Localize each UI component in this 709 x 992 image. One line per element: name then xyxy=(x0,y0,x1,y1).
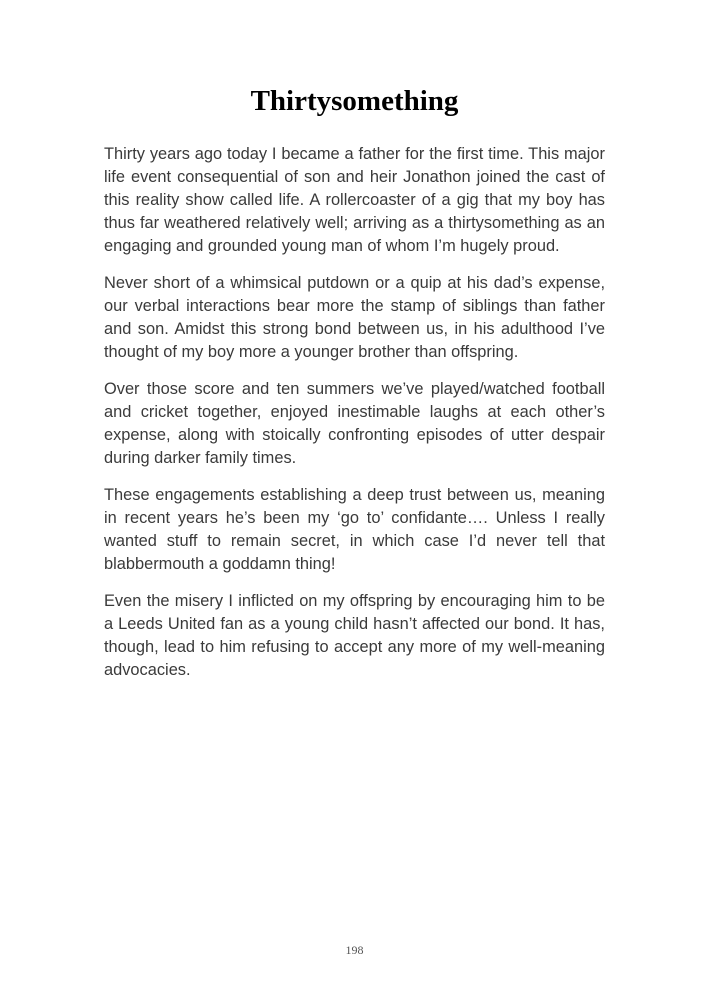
paragraph-4: These engagements establishing a deep trust between us, meaning in recent years he’s been my ‘go to’ confidante…. Unless I really wanted stuff to remain secret, in which case I’d never tell that blabbermouth a goddamn thing! xyxy=(104,486,605,573)
paragraph-2: Never short of a whimsical putdown or a quip at his dad’s expense, our verbal interactions bear more the stamp of siblings than father and son. Amidst this strong bond between us, in his adulthood I’ve thought of my boy more a younger brother than offspring. xyxy=(104,274,605,361)
body-text xyxy=(104,143,605,696)
page-title: Thirtysomething xyxy=(250,85,459,117)
paragraph-5: Even the misery I inflicted on my offspring by encouraging him to be a Leeds United fan as a young child hasn’t affected our bond. It has, though, lead to him refusing to accept any more of my well-meaning advocacies. xyxy=(104,592,605,679)
paragraph-3: Over those score and ten summers we’ve played/watched football and cricket together, enjoyed inestimable laughs at each other’s expense, along with stoically confronting episodes of utter despair during darker family times. xyxy=(104,380,605,467)
page-number: 198 xyxy=(345,943,364,957)
paragraph-1: Thirty years ago today I became a father for the first time. This major life event consequential of son and heir Jonathon joined the cast of this reality show called life. A rollercoaster of a gig that my boy has thus far weathered relatively well; arriving as a thirtysomething as an engaging and grounded young man of whom I’m hugely proud. xyxy=(104,145,605,255)
